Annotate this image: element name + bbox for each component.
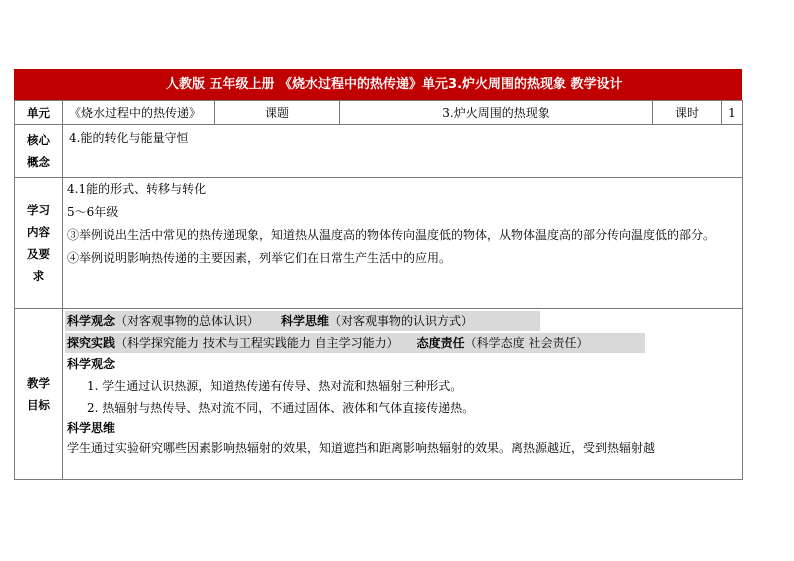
learning-grade: 5～6年级 [67, 205, 119, 219]
goals-label: 教学 目标 [15, 309, 63, 480]
hours-value: 1 [722, 101, 743, 125]
goals-content [63, 309, 743, 480]
document-title: 人教版 五年级上册 《烧水过程中的热传递》单元3.炉火周围的热现象 教学设计 [14, 69, 742, 100]
unit-label: 单元 [15, 101, 63, 125]
concept-item-2: 2. 热辐射与热传导、热对流不同，不通过固体、液体和气体直接传递热。 [87, 401, 475, 415]
topic-value: 3.炉火周围的热现象 [340, 101, 653, 125]
unit-value: 《烧水过程中的热传递》 [63, 101, 215, 125]
learning-item-3: ③举例说出生活中常见的热传递现象，知道热从温度高的物体传向温度低的物体，从物体温度高的部分传向温度低的部分。 [67, 228, 716, 242]
concept-heading: 科学观念 [67, 357, 116, 371]
teaching-goals-row [15, 309, 743, 480]
unit-row [15, 101, 743, 125]
lesson-plan-table [14, 100, 743, 480]
goal-shade-1: 科学观念（对客观事物的总体认识） 科学思维（对客观事物的认识方式） [65, 311, 540, 331]
topic-label: 课题 [215, 101, 340, 125]
hours-label: 课时 [653, 101, 722, 125]
goal-shade-2: 探究实践（科学探究能力 技术与工程实践能力 自主学习能力） 态度责任（科学态度 社会责任） [65, 333, 645, 353]
core-concept-label: 核心 概念 [15, 125, 63, 178]
thinking-heading: 科学思维 [67, 421, 116, 435]
learning-content [63, 178, 743, 309]
learning-item-1: 4.1能的形式、转移与转化 [67, 182, 207, 196]
learning-label: 学习 内容 及要 求 [15, 178, 63, 309]
core-concept-value: 4.能的转化与能量守恒 [63, 125, 743, 178]
learning-requirements-row [15, 178, 743, 309]
core-concept-row [15, 125, 743, 178]
learning-item-4: ④举例说明影响热传递的主要因素，列举它们在日常生产生活中的应用。 [67, 251, 452, 265]
concept-item-1: 1. 学生通过认识热源，知道热传递有传导、热对流和热辐射三种形式。 [87, 379, 463, 393]
lesson-plan-page [14, 69, 742, 480]
thinking-item-1: 学生通过实验研究哪些因素影响热辐射的效果，知道遮挡和距离影响热辐射的效果。离热源越近，受到热辐射越 [67, 441, 656, 455]
